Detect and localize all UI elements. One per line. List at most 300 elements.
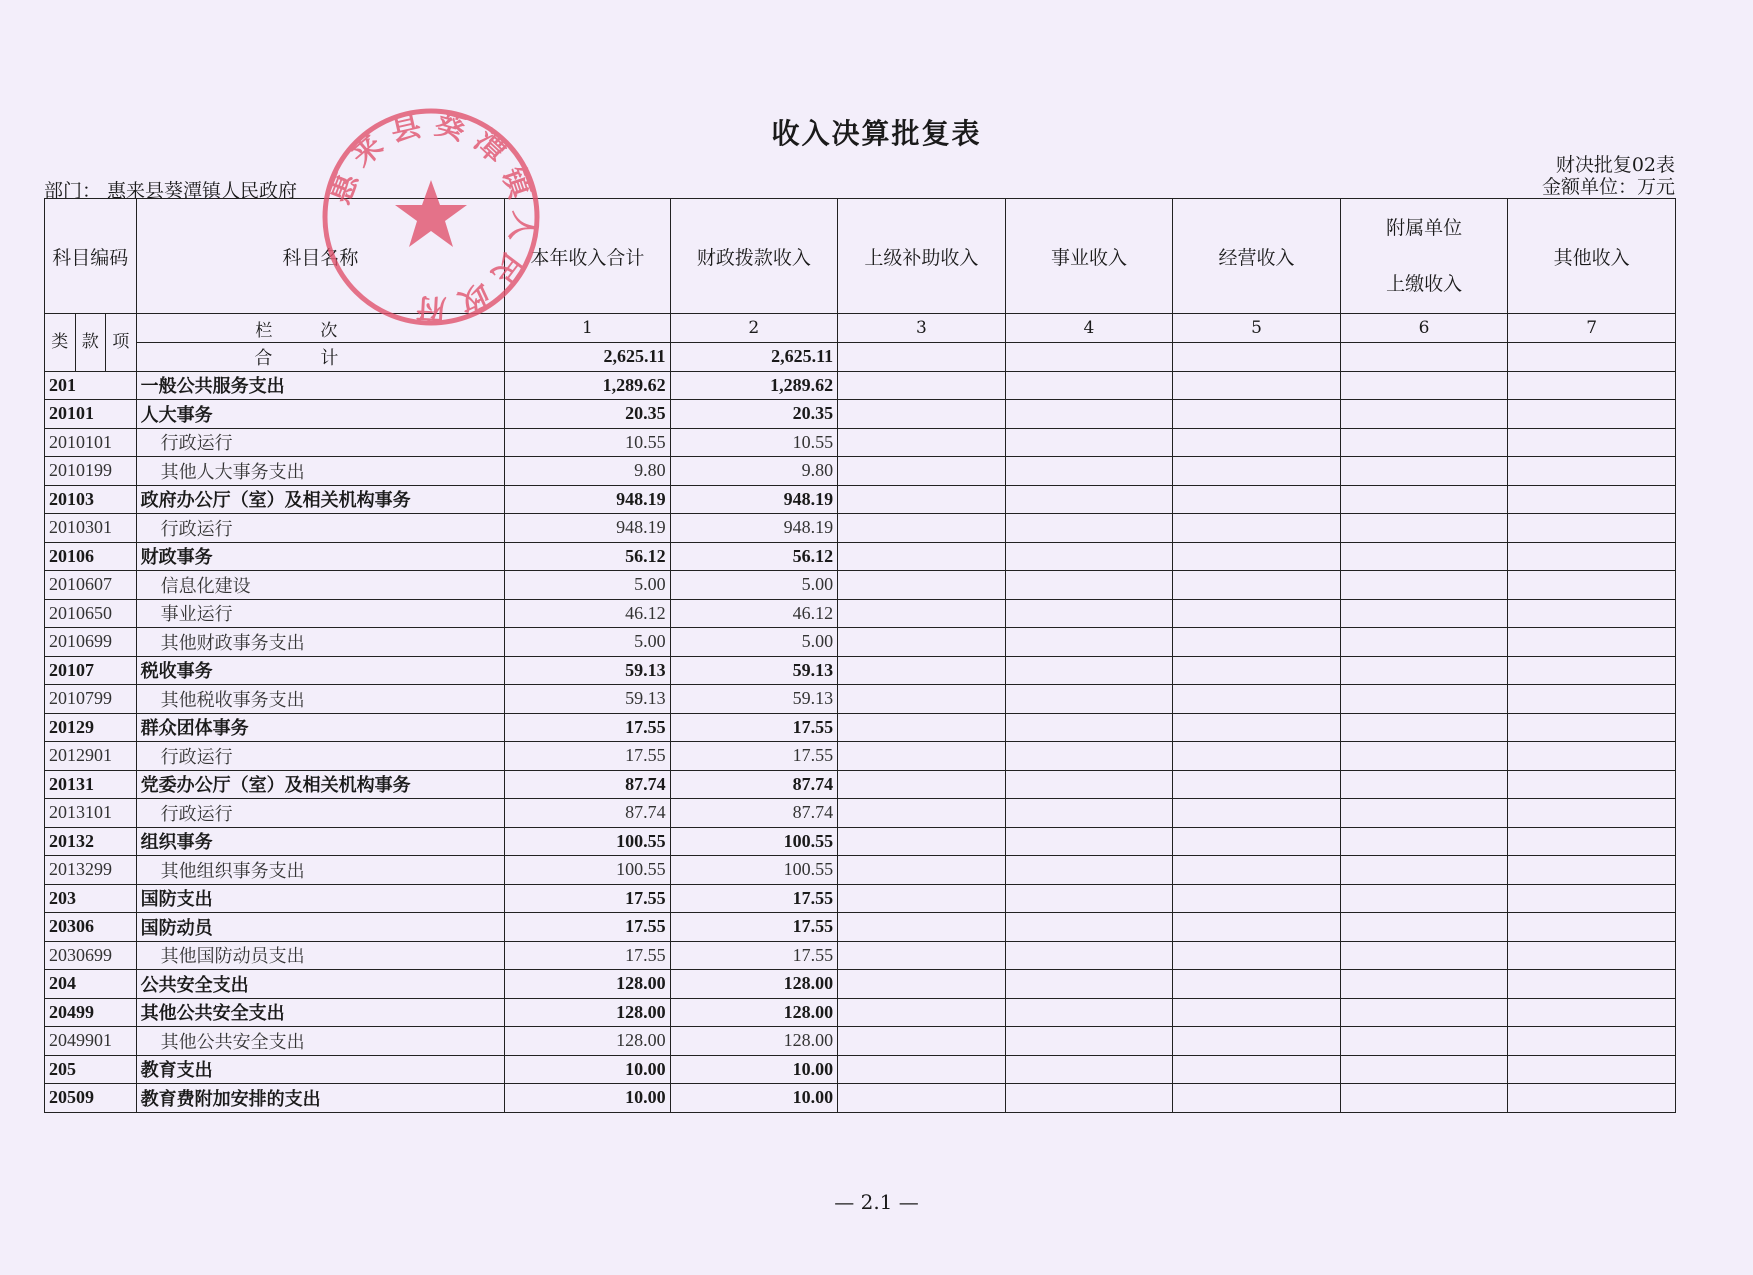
row-col7 [1508, 428, 1676, 457]
row-col2: 128.00 [670, 998, 838, 1027]
row-col2: 17.55 [670, 713, 838, 742]
row-code: 20107 [45, 656, 137, 685]
table-row [45, 371, 1676, 400]
row-col2: 17.55 [670, 742, 838, 771]
row-col6 [1340, 998, 1508, 1027]
row-col1: 87.74 [505, 770, 670, 799]
row-col7 [1508, 656, 1676, 685]
row-code: 2010199 [45, 457, 137, 486]
row-col1: 1,289.62 [505, 371, 670, 400]
row-code: 20499 [45, 998, 137, 1027]
row-col7 [1508, 514, 1676, 543]
row-col3 [838, 571, 1006, 600]
row-name: 人大事务 [136, 400, 505, 429]
row-col2: 948.19 [670, 485, 838, 514]
header-col3: 上级补助收入 [838, 199, 1006, 314]
row-col3 [838, 656, 1006, 685]
row-col7 [1508, 770, 1676, 799]
row-col1: 17.55 [505, 913, 670, 942]
table-row [45, 941, 1676, 970]
row-col5 [1173, 1027, 1341, 1056]
table-row [45, 571, 1676, 600]
lanci-6: 6 [1340, 314, 1508, 343]
row-code: 2010607 [45, 571, 137, 600]
header-col6 [1340, 199, 1508, 314]
seal-text: 惠来县葵潭镇人民政府 [322, 106, 542, 327]
total-col5 [1173, 343, 1341, 372]
table-row [45, 428, 1676, 457]
row-col1: 46.12 [505, 599, 670, 628]
row-col1: 10.00 [505, 1084, 670, 1113]
row-col5 [1173, 514, 1341, 543]
row-col4 [1005, 913, 1173, 942]
row-col1: 10.55 [505, 428, 670, 457]
row-code: 20509 [45, 1084, 137, 1113]
row-col5 [1173, 1084, 1341, 1113]
row-col2: 59.13 [670, 685, 838, 714]
row-col6 [1340, 770, 1508, 799]
table-row [45, 457, 1676, 486]
row-col5 [1173, 457, 1341, 486]
row-code: 20129 [45, 713, 137, 742]
row-name: 信息化建设 [136, 571, 505, 600]
row-code: 20131 [45, 770, 137, 799]
row-col6 [1340, 371, 1508, 400]
row-col4 [1005, 485, 1173, 514]
total-col4 [1005, 343, 1173, 372]
row-col3 [838, 1055, 1006, 1084]
row-col7 [1508, 827, 1676, 856]
table-row [45, 628, 1676, 657]
row-name: 行政运行 [136, 742, 505, 771]
table-row [45, 713, 1676, 742]
row-code: 2010699 [45, 628, 137, 657]
row-col5 [1173, 998, 1341, 1027]
row-col5 [1173, 485, 1341, 514]
row-col4 [1005, 599, 1173, 628]
row-code: 205 [45, 1055, 137, 1084]
table-row [45, 656, 1676, 685]
row-col5 [1173, 371, 1341, 400]
row-col7 [1508, 884, 1676, 913]
row-col1: 100.55 [505, 827, 670, 856]
row-col5 [1173, 428, 1341, 457]
row-col7 [1508, 599, 1676, 628]
table-row [45, 884, 1676, 913]
row-col3 [838, 457, 1006, 486]
total-col7 [1508, 343, 1676, 372]
row-col2: 9.80 [670, 457, 838, 486]
row-col2: 100.55 [670, 856, 838, 885]
header-col4: 事业收入 [1005, 199, 1173, 314]
row-col5 [1173, 628, 1341, 657]
row-col5 [1173, 713, 1341, 742]
row-col3 [838, 1084, 1006, 1113]
total-label: 合计 [136, 343, 505, 372]
document-title: 收入决算批复表 [771, 117, 982, 150]
row-code: 2010101 [45, 428, 137, 457]
header-row [45, 199, 1676, 314]
row-col1: 948.19 [505, 485, 670, 514]
row-col1: 17.55 [505, 884, 670, 913]
row-col7 [1508, 685, 1676, 714]
row-name: 行政运行 [136, 799, 505, 828]
row-col3 [838, 970, 1006, 999]
row-col4 [1005, 542, 1173, 571]
row-col6 [1340, 713, 1508, 742]
row-col6 [1340, 571, 1508, 600]
row-col1: 17.55 [505, 941, 670, 970]
row-col2: 87.74 [670, 799, 838, 828]
row-col5 [1173, 599, 1341, 628]
row-col2: 87.74 [670, 770, 838, 799]
row-col5 [1173, 1055, 1341, 1084]
row-code: 20103 [45, 485, 137, 514]
row-col7 [1508, 799, 1676, 828]
table-row [45, 827, 1676, 856]
row-col6 [1340, 400, 1508, 429]
row-col4 [1005, 628, 1173, 657]
row-col6 [1340, 742, 1508, 771]
row-col4 [1005, 685, 1173, 714]
row-col3 [838, 628, 1006, 657]
row-code: 2012901 [45, 742, 137, 771]
row-col4 [1005, 656, 1173, 685]
row-col7 [1508, 856, 1676, 885]
row-col6 [1340, 457, 1508, 486]
page-number: — 2.1 — [834, 1190, 919, 1214]
row-col7 [1508, 400, 1676, 429]
row-col2: 5.00 [670, 628, 838, 657]
table-row [45, 913, 1676, 942]
lanci-3: 3 [838, 314, 1006, 343]
row-col7 [1508, 571, 1676, 600]
row-col6 [1340, 542, 1508, 571]
row-col2: 10.55 [670, 428, 838, 457]
row-col5 [1173, 884, 1341, 913]
row-col2: 17.55 [670, 884, 838, 913]
total-row [45, 343, 1676, 372]
lanci-row [45, 314, 1676, 343]
income-table [44, 198, 1676, 1113]
row-col7 [1508, 457, 1676, 486]
row-name: 税收事务 [136, 656, 505, 685]
row-col4 [1005, 514, 1173, 543]
row-col1: 100.55 [505, 856, 670, 885]
row-col3 [838, 913, 1006, 942]
table-row [45, 1027, 1676, 1056]
table-row [45, 770, 1676, 799]
row-col6 [1340, 1027, 1508, 1056]
header-col6-line1: 附属单位 [1386, 217, 1463, 239]
row-name: 财政事务 [136, 542, 505, 571]
row-col4 [1005, 1055, 1173, 1084]
row-col1: 87.74 [505, 799, 670, 828]
row-col6 [1340, 1084, 1508, 1113]
table-row [45, 856, 1676, 885]
row-col4 [1005, 400, 1173, 429]
row-col7 [1508, 1055, 1676, 1084]
row-col4 [1005, 1084, 1173, 1113]
row-col2: 1,289.62 [670, 371, 838, 400]
department-label: 部门： [44, 180, 102, 202]
row-col4 [1005, 827, 1173, 856]
total-col1: 2,625.11 [505, 343, 670, 372]
row-col1: 128.00 [505, 998, 670, 1027]
row-col7 [1508, 371, 1676, 400]
row-col7 [1508, 742, 1676, 771]
lanci-2: 2 [670, 314, 838, 343]
row-col5 [1173, 856, 1341, 885]
row-col2: 10.00 [670, 1084, 838, 1113]
row-col6 [1340, 628, 1508, 657]
row-col4 [1005, 457, 1173, 486]
lanci-7: 7 [1508, 314, 1676, 343]
row-name: 组织事务 [136, 827, 505, 856]
row-col1: 20.35 [505, 400, 670, 429]
row-col6 [1340, 827, 1508, 856]
row-col3 [838, 770, 1006, 799]
row-col3 [838, 514, 1006, 543]
table-row [45, 485, 1676, 514]
row-code: 2010650 [45, 599, 137, 628]
header-col6-line2: 上缴收入 [1386, 273, 1463, 295]
lanci-label: 栏次 [136, 314, 505, 343]
row-code: 2010301 [45, 514, 137, 543]
row-col6 [1340, 884, 1508, 913]
row-col4 [1005, 856, 1173, 885]
row-col3 [838, 742, 1006, 771]
row-col4 [1005, 571, 1173, 600]
header-col7: 其他收入 [1508, 199, 1676, 314]
row-col5 [1173, 742, 1341, 771]
row-col3 [838, 599, 1006, 628]
row-name: 行政运行 [136, 428, 505, 457]
row-col4 [1005, 742, 1173, 771]
row-col1: 17.55 [505, 713, 670, 742]
row-col5 [1173, 799, 1341, 828]
row-col3 [838, 1027, 1006, 1056]
row-col2: 128.00 [670, 1027, 838, 1056]
row-code: 20101 [45, 400, 137, 429]
table-row [45, 685, 1676, 714]
row-name: 其他税收事务支出 [136, 685, 505, 714]
xiang-label: 项 [112, 332, 130, 352]
row-col5 [1173, 571, 1341, 600]
row-col6 [1340, 941, 1508, 970]
row-col6 [1340, 856, 1508, 885]
row-col3 [838, 371, 1006, 400]
row-col6 [1340, 514, 1508, 543]
header-col2: 财政拨款收入 [670, 199, 838, 314]
row-col3 [838, 799, 1006, 828]
row-col1: 17.55 [505, 742, 670, 771]
row-col6 [1340, 428, 1508, 457]
total-col2: 2,625.11 [670, 343, 838, 372]
lanci-5: 5 [1173, 314, 1341, 343]
row-col5 [1173, 542, 1341, 571]
row-col5 [1173, 770, 1341, 799]
lei-label: 类 [45, 314, 76, 371]
department-name: 惠来县葵潭镇人民政府 [107, 180, 298, 202]
row-col7 [1508, 941, 1676, 970]
row-code: 2010799 [45, 685, 137, 714]
row-col6 [1340, 970, 1508, 999]
row-name: 国防动员 [136, 913, 505, 942]
row-col3 [838, 884, 1006, 913]
row-col7 [1508, 542, 1676, 571]
row-col4 [1005, 884, 1173, 913]
row-col4 [1005, 799, 1173, 828]
row-name: 一般公共服务支出 [136, 371, 505, 400]
table-row [45, 1084, 1676, 1113]
row-name: 其他国防动员支出 [136, 941, 505, 970]
table-row [45, 514, 1676, 543]
row-col4 [1005, 713, 1173, 742]
row-name: 其他财政事务支出 [136, 628, 505, 657]
row-col3 [838, 941, 1006, 970]
row-col6 [1340, 1055, 1508, 1084]
lei-kuan-xiang [45, 314, 137, 372]
row-code: 201 [45, 371, 137, 400]
table-row [45, 799, 1676, 828]
row-name: 其他组织事务支出 [136, 856, 505, 885]
row-col1: 128.00 [505, 1027, 670, 1056]
row-col6 [1340, 799, 1508, 828]
row-name: 公共安全支出 [136, 970, 505, 999]
row-col5 [1173, 656, 1341, 685]
row-col6 [1340, 685, 1508, 714]
row-col6 [1340, 656, 1508, 685]
row-name: 事业运行 [136, 599, 505, 628]
row-name: 党委办公厅（室）及相关机构事务 [136, 770, 505, 799]
row-col2: 128.00 [670, 970, 838, 999]
row-col4 [1005, 371, 1173, 400]
row-name: 行政运行 [136, 514, 505, 543]
row-col5 [1173, 400, 1341, 429]
table-row [45, 998, 1676, 1027]
form-number: 财决批复02表 [1555, 154, 1675, 176]
row-col2: 17.55 [670, 913, 838, 942]
row-code: 2049901 [45, 1027, 137, 1056]
row-col4 [1005, 998, 1173, 1027]
row-col4 [1005, 941, 1173, 970]
row-code: 20306 [45, 913, 137, 942]
row-col7 [1508, 1027, 1676, 1056]
row-code: 20132 [45, 827, 137, 856]
row-name: 其他公共安全支出 [136, 998, 505, 1027]
row-col2: 46.12 [670, 599, 838, 628]
row-col3 [838, 827, 1006, 856]
row-col5 [1173, 827, 1341, 856]
row-name: 教育支出 [136, 1055, 505, 1084]
row-name: 政府办公厅（室）及相关机构事务 [136, 485, 505, 514]
row-col2: 100.55 [670, 827, 838, 856]
row-col5 [1173, 941, 1341, 970]
row-col6 [1340, 599, 1508, 628]
table-row [45, 742, 1676, 771]
table-row [45, 599, 1676, 628]
row-col3 [838, 400, 1006, 429]
row-col5 [1173, 970, 1341, 999]
row-code: 203 [45, 884, 137, 913]
amount-unit: 金额单位：万元 [1541, 176, 1675, 198]
row-col7 [1508, 628, 1676, 657]
row-col2: 59.13 [670, 656, 838, 685]
row-col1: 59.13 [505, 656, 670, 685]
row-col1: 10.00 [505, 1055, 670, 1084]
row-code: 2030699 [45, 941, 137, 970]
row-col5 [1173, 913, 1341, 942]
header-code: 科目编码 [45, 199, 137, 314]
row-col4 [1005, 970, 1173, 999]
row-name: 群众团体事务 [136, 713, 505, 742]
row-name: 其他公共安全支出 [136, 1027, 505, 1056]
row-col2: 10.00 [670, 1055, 838, 1084]
row-col2: 20.35 [670, 400, 838, 429]
row-col3 [838, 485, 1006, 514]
row-name: 其他人大事务支出 [136, 457, 505, 486]
row-code: 2013101 [45, 799, 137, 828]
row-col2: 17.55 [670, 941, 838, 970]
row-col1: 948.19 [505, 514, 670, 543]
table-row [45, 542, 1676, 571]
row-col7 [1508, 998, 1676, 1027]
row-col6 [1340, 913, 1508, 942]
table-row [45, 970, 1676, 999]
row-col2: 5.00 [670, 571, 838, 600]
row-col1: 56.12 [505, 542, 670, 571]
table-row [45, 400, 1676, 429]
kuan-label: 款 [76, 314, 107, 371]
total-col6 [1340, 343, 1508, 372]
row-col4 [1005, 1027, 1173, 1056]
row-col2: 56.12 [670, 542, 838, 571]
row-col1: 128.00 [505, 970, 670, 999]
row-col1: 9.80 [505, 457, 670, 486]
row-col7 [1508, 713, 1676, 742]
row-col7 [1508, 970, 1676, 999]
header-name: 科目名称 [136, 199, 505, 314]
total-col3 [838, 343, 1006, 372]
row-col1: 5.00 [505, 571, 670, 600]
row-col3 [838, 685, 1006, 714]
row-code: 204 [45, 970, 137, 999]
row-col7 [1508, 485, 1676, 514]
row-col3 [838, 713, 1006, 742]
row-col1: 59.13 [505, 685, 670, 714]
row-col3 [838, 542, 1006, 571]
row-col4 [1005, 428, 1173, 457]
row-col4 [1005, 770, 1173, 799]
row-name: 国防支出 [136, 884, 505, 913]
row-code: 2013299 [45, 856, 137, 885]
row-code: 20106 [45, 542, 137, 571]
row-col7 [1508, 1084, 1676, 1113]
row-col3 [838, 428, 1006, 457]
header-col1: 本年收入合计 [505, 199, 670, 314]
row-col1: 5.00 [505, 628, 670, 657]
table-row [45, 1055, 1676, 1084]
lanci-4: 4 [1005, 314, 1173, 343]
row-col3 [838, 856, 1006, 885]
row-col5 [1173, 685, 1341, 714]
row-col2: 948.19 [670, 514, 838, 543]
lanci-1: 1 [505, 314, 670, 343]
row-col3 [838, 998, 1006, 1027]
row-name: 教育费附加安排的支出 [136, 1084, 505, 1113]
row-col6 [1340, 485, 1508, 514]
